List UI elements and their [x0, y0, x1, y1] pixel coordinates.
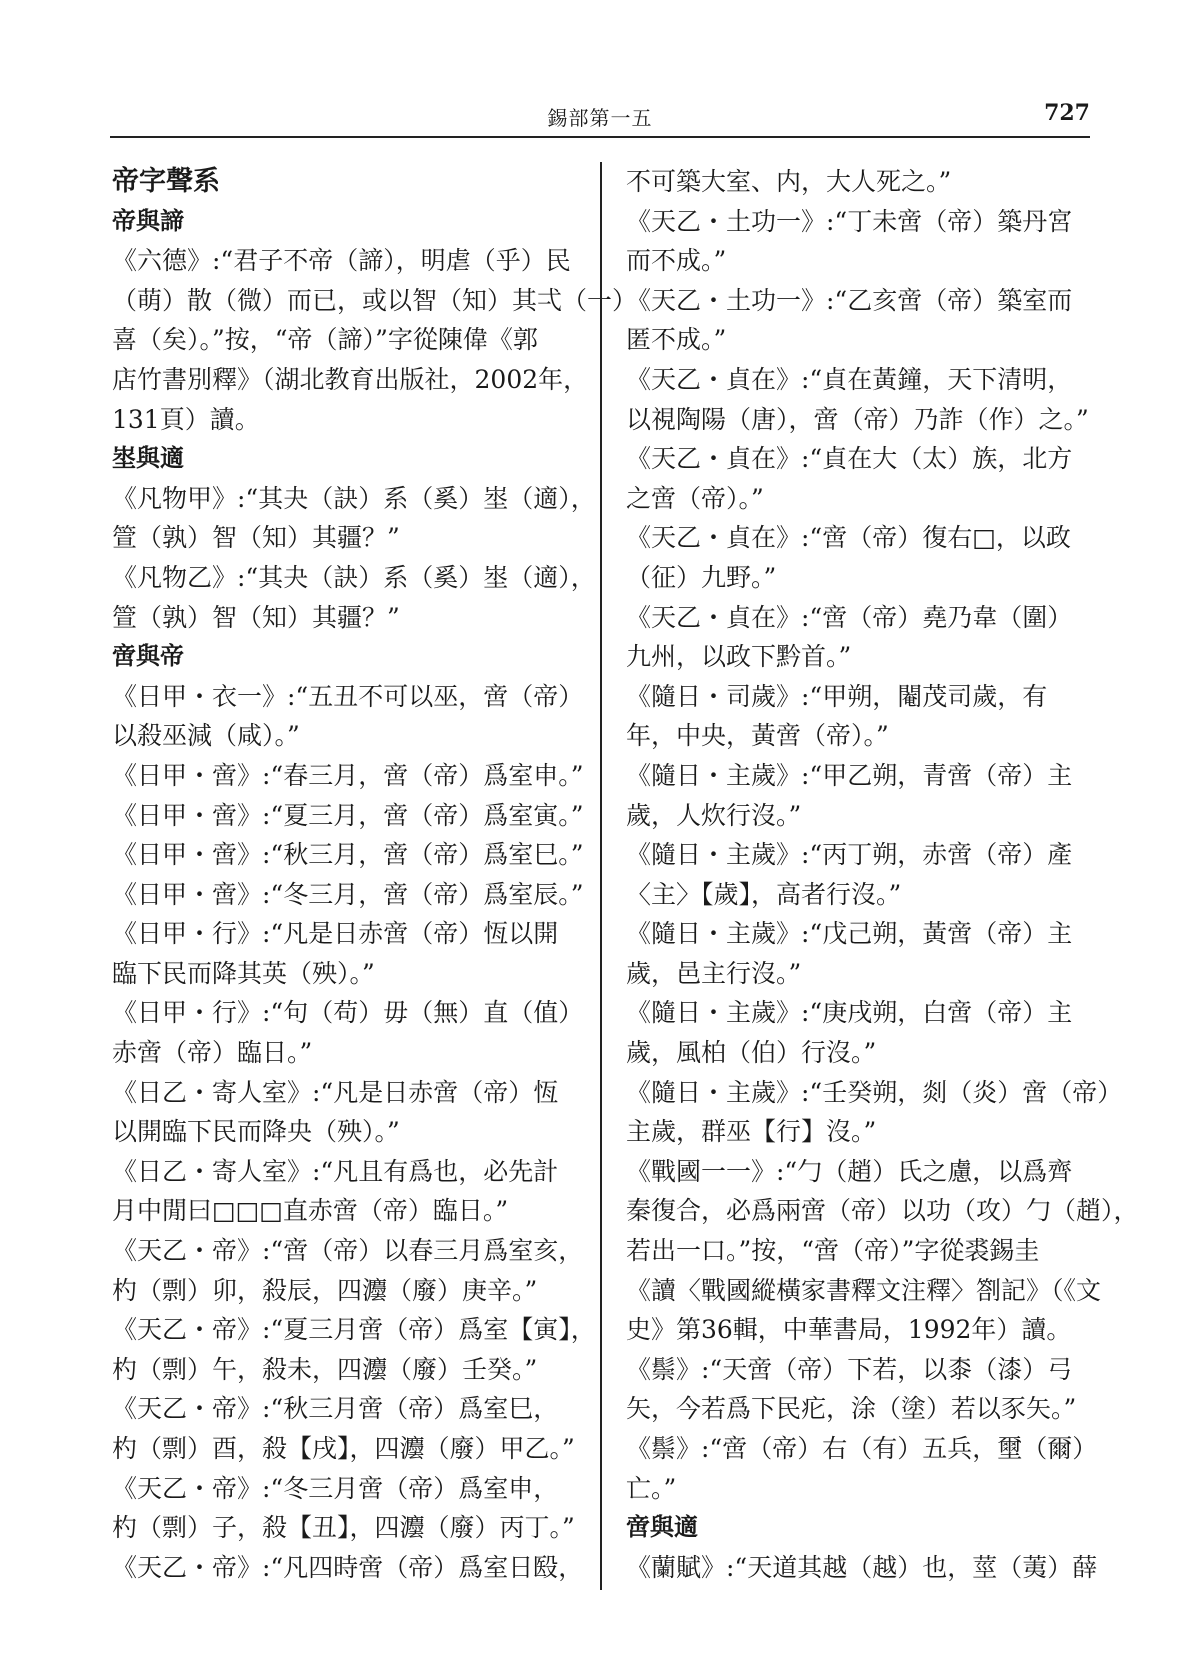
text-line: （征）九野。” [626, 562, 777, 592]
text-line: 箮（孰）智（知）其疆？” [112, 523, 400, 553]
text-line: 《天乙・帝》:“秋三月啻（帝）爲室巳， [112, 1394, 559, 1424]
text-line: 杓（剽）卯，殺辰，四灋（廢）庚辛。” [112, 1275, 538, 1305]
text-line: 亡。” [626, 1473, 677, 1503]
text-line: 主歲，群巫【行】沒。” [626, 1117, 877, 1147]
text-line: 《天乙・帝》:“啻（帝）以春三月爲室亥， [112, 1236, 584, 1266]
text-line: 《鬃》:“天啻（帝）下若，以桼（漆）弓 [626, 1354, 1073, 1384]
text-line: 《天乙・土功一》:“乙亥啻（帝）築室而 [626, 285, 1073, 315]
text-line: 《天乙・貞在》:“貞在黃鐘，天下清明， [626, 364, 1073, 394]
text-line: 若出一口。”按，“啻（帝）”字從裘錫圭 [626, 1236, 1040, 1266]
text-line: 《天乙・土功一》:“丁未啻（帝）築丹宮 [626, 206, 1073, 236]
text-line: 赤啻（帝）臨日。” [112, 1038, 313, 1068]
text-line: 矢，今若爲下民疕，涂（塗）若以豕矢。” [626, 1394, 1077, 1424]
text-line: 《隨日・主歲》:“庚戌朔，白啻（帝）主 [626, 998, 1073, 1028]
text-line: 《日甲・啻》:“秋三月，啻（帝）爲室巳。” [112, 840, 584, 870]
text-line: 《隨日・主歲》:“戊己朔，黃啻（帝）主 [626, 919, 1073, 949]
left-column [112, 162, 638, 1587]
text-line: 《隨日・主歲》:“甲乙朔，青啻（帝）主 [626, 760, 1073, 790]
text-line: 不可築大室、内，大人死之。” [626, 167, 952, 196]
column-divider [600, 162, 602, 1590]
subsection-heading: 啻與適 [626, 1513, 698, 1542]
text-line: 月中閒曰□□□直赤啻（帝）臨日。” [112, 1196, 509, 1226]
text-line: 秦復合，必爲兩啻（帝）以功（攻）勹（趙）， [626, 1196, 1139, 1226]
text-line: 《凡物甲》:“其夬（訣）系（奚）埊（適）， [112, 483, 596, 513]
text-line: 《鬃》:“啻（帝）右（有）五兵，壐（爾） [626, 1434, 1098, 1463]
subsection-heading: 帝與諦 [112, 206, 184, 235]
text-line: 年，中央，黃啻（帝）。” [626, 721, 889, 751]
text-line: 箮（孰）智（知）其疆？” [112, 602, 400, 632]
text-line: 史》第36輯，中華書局，1992年）讀。 [626, 1315, 1072, 1345]
text-line: 杓（剽）酉，殺【戌】，四灋（廢）甲乙。” [112, 1434, 575, 1463]
right-column [626, 162, 1139, 1587]
text-line: （萌）散（微）而已，或以智（知）其弌（一） [112, 285, 638, 315]
text-line: 《日甲・行》:“句（苟）毋（無）直（值） [112, 998, 584, 1028]
text-line: 歲，風柏（伯）行沒。” [626, 1038, 877, 1068]
text-line: 《天乙・帝》:“冬三月啻（帝）爲室申， [112, 1473, 559, 1503]
header-rule [110, 136, 1090, 138]
text-line: 臨下民而降其英（殃）。” [112, 958, 375, 988]
text-line: 《讀〈戰國縱橫家書釋文注釋〉劄記》（《文 [626, 1275, 1102, 1305]
text-line: 以開臨下民而降央（殃）。” [112, 1117, 400, 1147]
text-line: 《戰國一一》:“勹（趙）氏之慮，以爲齊 [626, 1156, 1073, 1186]
text-line: 《隨日・司歲》:“甲朔，閹茂司歲，有 [626, 681, 1048, 711]
text-line: 杓（剽）午，殺未，四灋（廢）壬癸。” [112, 1354, 538, 1384]
text-line: 《六德》:“君子不帝（諦），明虐（乎）民 [112, 246, 571, 276]
text-line: 〈主〉【歲】，高者行沒。” [626, 879, 902, 909]
text-line: 《凡物乙》:“其夬（訣）系（奚）埊（適）， [112, 562, 596, 592]
text-line: 以視陶陽（唐），啻（帝）乃詐（作）之。” [626, 404, 1089, 434]
text-line: 《日乙・寄人室》:“凡是日赤啻（帝）恆 [112, 1077, 559, 1107]
text-line: 《日甲・啻》:“夏三月，啻（帝）爲室寅。” [112, 800, 584, 830]
text-line: 歲，人炊行沒。” [626, 800, 802, 830]
page-header [110, 96, 1090, 132]
text-line: 喜（矣）。”按，“帝（諦）”字從陳偉《郭 [112, 325, 538, 355]
text-line: 匿不成。” [626, 325, 727, 355]
text-line: 《天乙・帝》:“凡四時啻（帝）爲室日殹， [112, 1552, 584, 1582]
text-line: 《日甲・行》:“凡是日赤啻（帝）恆以開 [112, 919, 559, 949]
page-number: 727 [1044, 100, 1090, 126]
subsection-heading: 埊與適 [112, 444, 184, 473]
text-line: 九州，以政下黔首。” [626, 642, 852, 672]
text-line: 《日甲・啻》:“冬三月，啻（帝）爲室辰。” [112, 879, 584, 909]
subsection-heading: 啻與帝 [112, 642, 184, 671]
text-line: 《天乙・貞在》:“啻（帝）復右□，以政 [626, 523, 1071, 553]
text-line: 店竹書別釋》（湖北教育出版社，2002年， [112, 364, 589, 394]
text-line: 歲，邑主行沒。” [626, 958, 802, 988]
text-line: 《隨日・主歲》:“壬癸朔，剡（炎）啻（帝） [626, 1077, 1123, 1107]
text-line: 《隨日・主歲》:“丙丁朔，赤啻（帝）產 [626, 840, 1073, 870]
text-line: 131頁）讀。 [112, 404, 260, 434]
text-line: 《天乙・貞在》:“啻（帝）堯乃韋（圍） [626, 602, 1073, 632]
text-line: 《日甲・衣一》:“五丑不可以巫，啻（帝） [112, 681, 584, 711]
text-line: 《天乙・帝》:“夏三月啻（帝）爲室【寅】， [112, 1315, 596, 1345]
text-line: 《日乙・寄人室》:“凡且有爲也，必先計 [112, 1156, 559, 1186]
text-line: 之啻（帝）。” [626, 483, 764, 513]
running-header-title: 錫部第一五 [547, 106, 653, 130]
text-line: 《天乙・貞在》:“貞在大（太）族，北方 [626, 444, 1073, 474]
text-line: 《蘭賦》:“天道其越（越）也，莖（荑）薛 [626, 1552, 1098, 1582]
text-line: 杓（剽）子，殺【丑】，四灋（廢）丙丁。” [112, 1513, 575, 1543]
section-heading: 帝字聲系 [112, 166, 220, 197]
text-line: 以殺巫減（咸）。” [112, 721, 300, 751]
text-line: 而不成。” [626, 246, 727, 276]
text-line: 《日甲・啻》:“春三月，啻（帝）爲室申。” [112, 760, 584, 790]
